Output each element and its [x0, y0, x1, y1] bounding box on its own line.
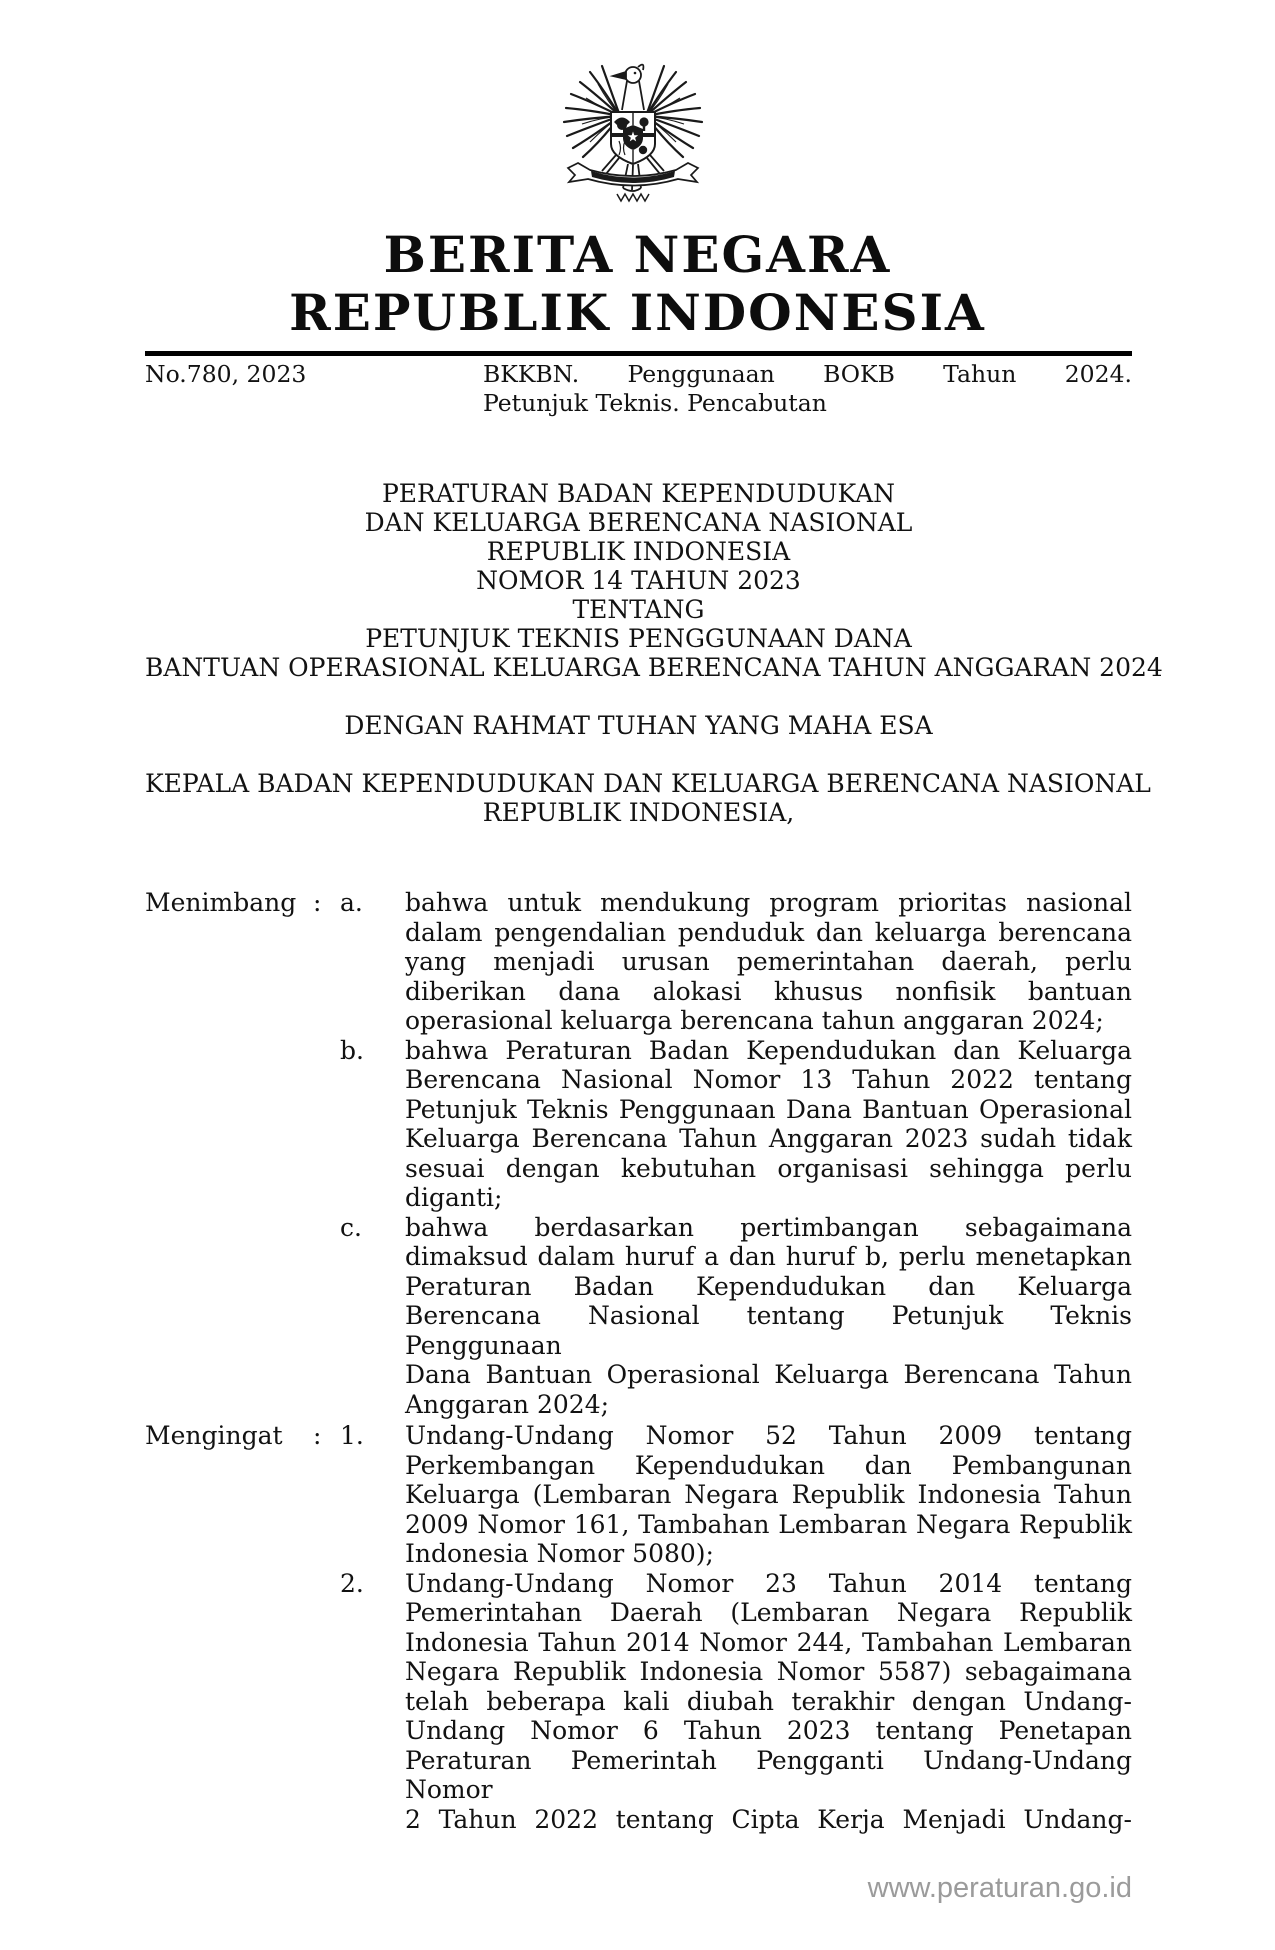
text-line: Petunjuk Teknis. Pencabutan [483, 389, 827, 417]
gazette-title-line2: REPUBLIK INDONESIA [289, 283, 986, 342]
item-text [405, 888, 1132, 1036]
text-line: Keluarga (Lembaran Negara Republik Indonesia Tahun [405, 1480, 1132, 1509]
text-line: REPUBLIK INDONESIA, [482, 798, 795, 827]
text-line: diganti; [405, 1183, 503, 1212]
text-line: bahwa untuk mendukung program prioritas nasional [405, 888, 1132, 917]
source-website: www.peraturan.go.id [867, 1872, 1132, 1904]
text-line: Indonesia Nomor 5080); [405, 1539, 714, 1568]
text-line: dimaksud dalam huruf a dan huruf b, perlu menetapkan [405, 1242, 1132, 1271]
text-line: Pemerintahan Daerah (Lembaran Negara Republik [405, 1598, 1132, 1627]
gazette-subject-note [483, 360, 1132, 418]
clause-item [340, 1421, 1132, 1569]
text-line: diberikan dana alokasi khusus nonfisik bantuan [405, 976, 1132, 1006]
clause-item [340, 888, 1132, 1036]
text-line: Peraturan Pemerintah Pengganti Undang-Undang Nomor [405, 1745, 1132, 1804]
text-line: bahwa berdasarkan pertimbangan sebagaimana [405, 1212, 1132, 1242]
gazette-title-line1: BERITA NEGARA [383, 225, 892, 284]
clause-item [340, 1036, 1132, 1213]
considering-clause [145, 888, 1132, 1419]
text-line: 2009 Nomor 161, Tambahan Lembaran Negara Republik [405, 1509, 1132, 1539]
remembering-clause [145, 1421, 1132, 1834]
text-line: Undang Nomor 6 Tahun 2023 tentang Penetapan [405, 1716, 1132, 1745]
text-line: Undang-Undang Nomor 23 Tahun 2014 tentang [405, 1568, 1132, 1598]
text-line: DAN KELUARGA BERENCANA NASIONAL [364, 508, 913, 537]
item-marker: b. [340, 1035, 364, 1065]
text-line: Petunjuk Teknis Penggunaan Dana Bantuan Operasional [405, 1094, 1132, 1124]
text-line: Berencana Nasional tentang Petunjuk Teknis Penggunaan [405, 1301, 1132, 1360]
text-line: Undang-Undang Nomor 52 Tahun 2009 tentang [405, 1421, 1132, 1450]
clause-item [340, 1569, 1132, 1835]
considering-label: Menimbang [145, 888, 297, 917]
item-text [405, 1213, 1132, 1420]
text-line: TENTANG [572, 595, 705, 624]
considering-items [340, 888, 1132, 1419]
text-line: 2 Tahun 2022 tentang Cipta Kerja Menjadi Undang- [405, 1804, 1132, 1834]
item-marker: 2. [340, 1568, 364, 1598]
item-text [405, 1036, 1132, 1213]
text-line: REPUBLIK INDONESIA [486, 537, 791, 566]
text-line: telah beberapa kali diubah terakhir dengan Undang- [405, 1686, 1132, 1716]
item-marker: c. [340, 1212, 362, 1242]
text-line: Peraturan Badan Kependudukan dan Keluarga [405, 1271, 1132, 1301]
gazette-number: No.780, 2023 [145, 360, 307, 388]
text-line: BKKBN. Penggunaan BOKB Tahun 2024. [483, 360, 1132, 388]
text-line: dalam pengendalian penduduk dan keluarga berencana [405, 917, 1132, 947]
clause-item [340, 1213, 1132, 1420]
text-line: Dana Bantuan Operasional Keluarga Berencana Tahun [405, 1360, 1132, 1389]
masthead-rule [145, 351, 1132, 356]
invocation-line: DENGAN RAHMAT TUHAN YANG MAHA ESA [344, 711, 933, 740]
text-line: Indonesia Tahun 2014 Nomor 244, Tambahan Lembaran [405, 1627, 1132, 1657]
text-line: Anggaran 2024; [405, 1389, 610, 1419]
remembering-label: Mengingat [145, 1421, 283, 1450]
text-line: NOMOR 14 TAHUN 2023 [476, 566, 801, 595]
text-line: Perkembangan Kependudukan dan Pembangunan [405, 1450, 1132, 1480]
item-text [405, 1569, 1132, 1835]
text-line: BANTUAN OPERASIONAL KELUARGA BERENCANA TAHUN ANGGARAN 2024 [145, 653, 1163, 682]
issuing-official [145, 769, 1151, 827]
text-line: bahwa Peraturan Badan Kependudukan dan Keluarga [405, 1035, 1132, 1065]
text-line: PETUNJUK TEKNIS PENGGUNAAN DANA [365, 624, 912, 653]
remembering-items [340, 1421, 1132, 1834]
text-line: Berencana Nasional Nomor 13 Tahun 2022 tentang [405, 1065, 1132, 1094]
text-line: PERATURAN BADAN KEPENDUDUKAN [381, 479, 896, 508]
text-line: Negara Republik Indonesia Nomor 5587) sebagaimana [405, 1657, 1132, 1686]
regulation-title [145, 479, 1163, 682]
gazette-masthead [0, 226, 1275, 342]
item-marker: 1. [340, 1421, 364, 1450]
text-line: Keluarga Berencana Tahun Anggaran 2023 sudah tidak [405, 1124, 1132, 1153]
text-line: KEPALA BADAN KEPENDUDUKAN DAN KELUARGA BERENCANA NASIONAL [145, 769, 1151, 798]
text-line: operasional keluarga berencana tahun anggaran 2024; [405, 1006, 1104, 1035]
garuda-pancasila-emblem [558, 58, 708, 210]
considering-colon: : [313, 888, 322, 917]
item-marker: a. [340, 888, 363, 917]
text-line: sesuai dengan kebutuhan organisasi sehingga perlu [405, 1153, 1132, 1183]
text-line: yang menjadi urusan pemerintahan daerah, perlu [405, 947, 1132, 976]
remembering-colon: : [313, 1421, 322, 1450]
masthead-note-row [145, 360, 1132, 418]
item-text [405, 1421, 1132, 1569]
